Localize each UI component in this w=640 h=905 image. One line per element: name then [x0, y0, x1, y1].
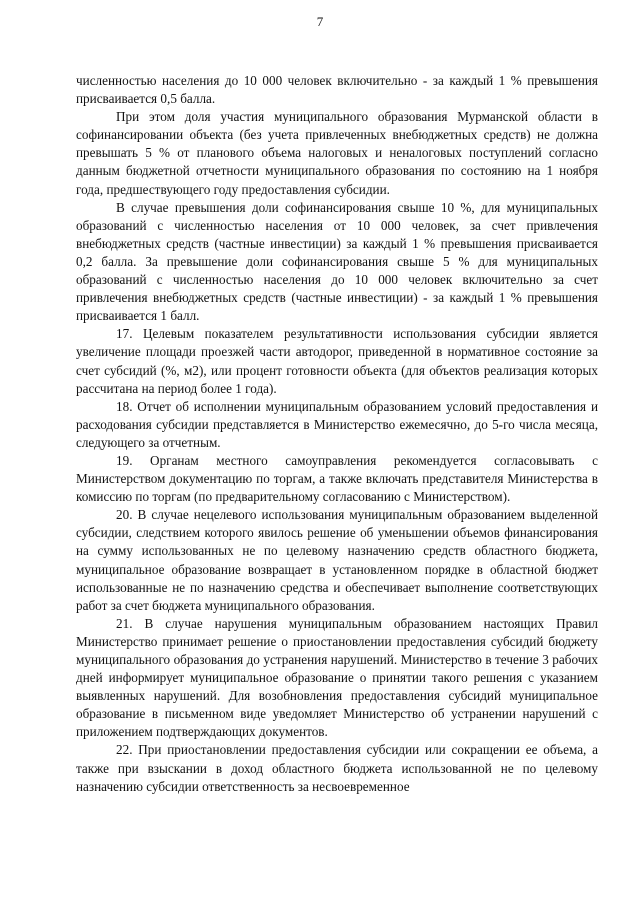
paragraph-item-21: 21. В случае нарушения муниципальным образованием настоящих Правил Министерство принимает решение о приостановлении предоставления субсидий бюджету муниципального образования до устранения нарушений. Министерство в течение 3 рабочих дней информирует муниципальное образование о принятии такого решения с указанием выявленных нарушений. Для возобновления предоставления субсидий муниципальное образование в письменном виде уведомляет Министерство об устранении нарушений с приложением подтверждающих документов. — [76, 615, 598, 740]
paragraph-continuation: численностью населения до 10 000 человек включительно - за каждый 1 % превышения присваивается 0,5 балла. — [76, 73, 598, 107]
document-body — [76, 72, 598, 796]
paragraph-cofinancing-share: При этом доля участия муниципального образования Мурманской области в софинансировании объекта (без учета привлеченных внебюджетных средств) не должна превышать 5 % от планового объема налоговых и неналоговых поступлений согласно данным бюджетной отчетности муниципального образования по состоянию на 1 ноября года, предшествующего году предоставления субсидии. — [76, 109, 598, 197]
paragraph-item-18: 18. Отчет об исполнении муниципальным образованием условий предоставления и расходования субсидии представляется в Министерство ежемесячно, до 5-го числа месяца, следующего за отчетным. — [76, 398, 598, 450]
paragraph-item-20: 20. В случае нецелевого использования муниципальным образованием выделенной субсидии, следствием которого явилось решение об уменьшении объемов финансирования на сумму использованных не по целевому назначению средств областного бюджета, муниципальное образование возвращает в установленном порядке в областной бюджет использованные не по назначению средства и обеспечивает выполнение соответствующих работ за счет бюджета муниципального образования. — [76, 507, 598, 613]
paragraph-item-17: 17. Целевым показателем результативности использования субсидии является увеличение площади проезжей части автодорог, приведенной в нормативное состояние за счет субсидий (%, м2), или процент готовности объекта (для объектов реализация которых рассчитана на период более 1 года). — [76, 326, 598, 396]
paragraph-item-19: 19. Органам местного самоуправления рекомендуется согласовывать с Министерством документацию по торгам, а также включать представителя Министерства в комиссию по торгам (по предварительному согласованию с Министерством). — [76, 452, 598, 505]
page-number: 7 — [316, 14, 324, 29]
paragraph-item-22: 22. При приостановлении предоставления субсидии или сокращении ее объема, а также при взыскании в доход областного бюджета использованной не по целевому назначению субсидии ответственность за несвоевременное — [76, 742, 598, 794]
paragraph-cofinancing-excess: В случае превышения доли софинансирования свыше 10 %, для муниципальных образований с численностью населения от 10 000 человек, за счет привлечения внебюджетных средств (частные инвестиции) за каждый 1 % превышения присваивается 0,2 балла. За превышение доли софинансирования свыше 5 % для муниципальных образований с численностью населения до 10 000 человек включительно за счет привлечения внебюджетных средств (частные инвестиции) - за каждый 1 % превышения присваивается 1 балл. — [76, 199, 598, 324]
